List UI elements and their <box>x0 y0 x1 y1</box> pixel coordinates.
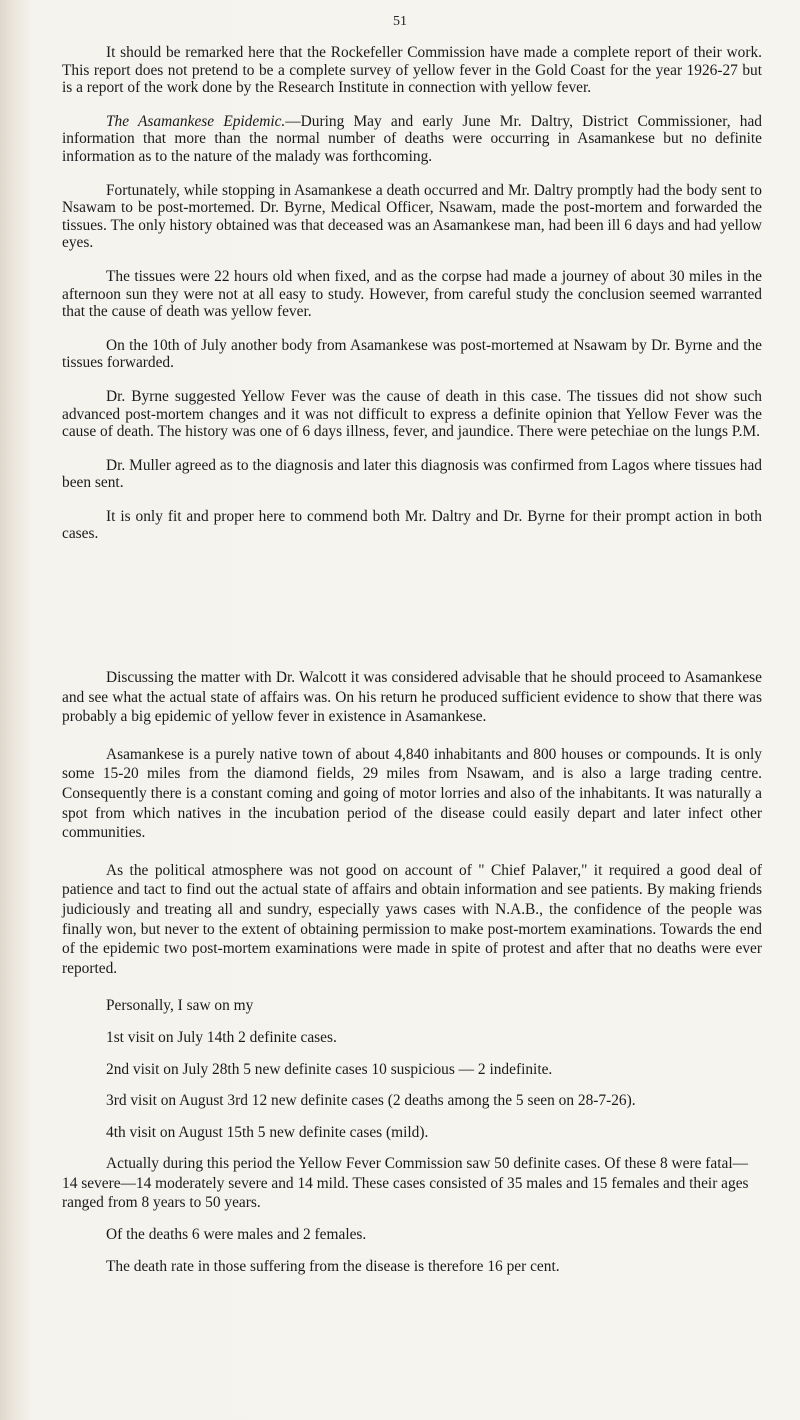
paragraph-deaths-sex: Of the deaths 6 were males and 2 females. <box>106 1226 367 1244</box>
section-heading: The Asamankese Epidemic. <box>106 112 286 130</box>
visit-item: 1st visit on July 14th 2 definite cases. <box>106 1028 337 1046</box>
paragraph-epidemic <box>62 113 762 166</box>
visit-item: 4th visit on August 15th 5 new definite cases (mild). <box>106 1123 429 1141</box>
paragraph-death-rate: The death rate in those suffering from the disease is therefore 16 per cent. <box>106 1257 560 1275</box>
paragraph-first-death: Fortunately, while stopping in Asamankese a death occurred and Mr. Daltry promptly had the body sent to Nsawam to be post-mortemed. Dr. Byrne, Medical Officer, Nsawam, made the post-mortem and forwarded the tissues. The only history obtained was that deceased was an Asamankese man, had been ill 6 days and had yellow eyes. <box>62 181 762 252</box>
paragraph-walcott: Discussing the matter with Dr. Walcott it was considered advisable that he should proceed to Asamankese and see what the actual state of affairs was. On his return he produced sufficient evidence to show that there was probably a big epidemic of yellow fever in existence in Asamankese. <box>62 669 762 726</box>
upper-text <box>62 44 762 543</box>
paragraph-politics: As the political atmosphere was not good on account of " Chief Palaver," it required a good deal of patience and tact to find out the actual state of affairs and obtain information and see patients. By making friends judiciously and treating all and sundry, especially yaws cases with N.A.B., the confidence of the people was finally won, but never to the extent of obtaining permission to make post-mortem examinations. Towards the end of the epidemic two post-mortem examinations were made in spite of protest and after that no deaths were ever reported. <box>62 861 762 977</box>
paragraph-second-body: On the 10th of July another body from Asamankese was post-mortemed at Nsawam by Dr. Byrne and the tissues forwarded. <box>62 336 762 372</box>
lower-text <box>62 668 762 1276</box>
visit-item: 3rd visit on August 3rd 12 new definite cases (2 deaths among the 5 seen on 28-7-26). <box>106 1092 636 1110</box>
paragraph-town: Asamankese is a purely native town of about 4,840 inhabitants and 800 houses or compounds. It is only some 15-20 miles from the diamond fields, 29 miles from Nsawam, and is also a large trading centre. Consequently there is a constant coming and going of motor lorries and also of the inhabitants. It was naturally a spot from which natives in the incubation period of the disease could easily depart and later infect other communities. <box>62 745 762 842</box>
paragraph-tissues: The tissues were 22 hours old when fixed, and as the corpse had made a journey of about 30 miles in the afternoon sun they were not at all easy to study. However, from careful study the conclusion seemed warranted that the cause of death was yellow fever. <box>62 267 762 321</box>
visit-item: 2nd visit on July 28th 5 new definite cases 10 suspicious — 2 indefinite. <box>106 1060 553 1078</box>
paragraph-muller: Dr. Muller agreed as to the diagnosis and later this diagnosis was confirmed from Lagos where tissues had been sent. <box>62 456 762 492</box>
paragraph-summary: Actually during this period the Yellow Fever Commission saw 50 definite cases. Of these 8 were fatal—14 severe—14 moderately severe and 14 mild. These cases consisted of 35 males and 15 females and their ages ranged from 8 years to 50 years. <box>62 1155 749 1212</box>
section-text: —During May and early June Mr. Daltry, District Commissioner, had information that more than the normal number of deaths were occurring in Asamankese but no definite information as to the nature of the malady was forthcoming. <box>62 112 762 165</box>
page-number: 51 <box>393 14 407 29</box>
paragraph-byrne-opinion: Dr. Byrne suggested Yellow Fever was the cause of death in this case. The tissues did not show such advanced post-mortem changes and it was not difficult to express a definite opinion that Yellow Fever was the cause of death. The history was one of 6 days illness, fever, and jaundice. There were petechiae on the lungs P.M. <box>62 387 762 441</box>
paragraph-commend: It is only fit and proper here to commend both Mr. Daltry and Dr. Byrne for their prompt action in both cases. <box>62 507 762 543</box>
paragraph-rockefeller: It should be remarked here that the Rockefeller Commission have made a complete report of their work. This report does not pretend to be a complete survey of yellow fever in the Gold Coast for the year 1926-27 but is a report of the work done by the Research Institute in connection with yellow fever. <box>62 44 762 97</box>
paragraph-personally: Personally, I saw on my <box>106 997 254 1015</box>
